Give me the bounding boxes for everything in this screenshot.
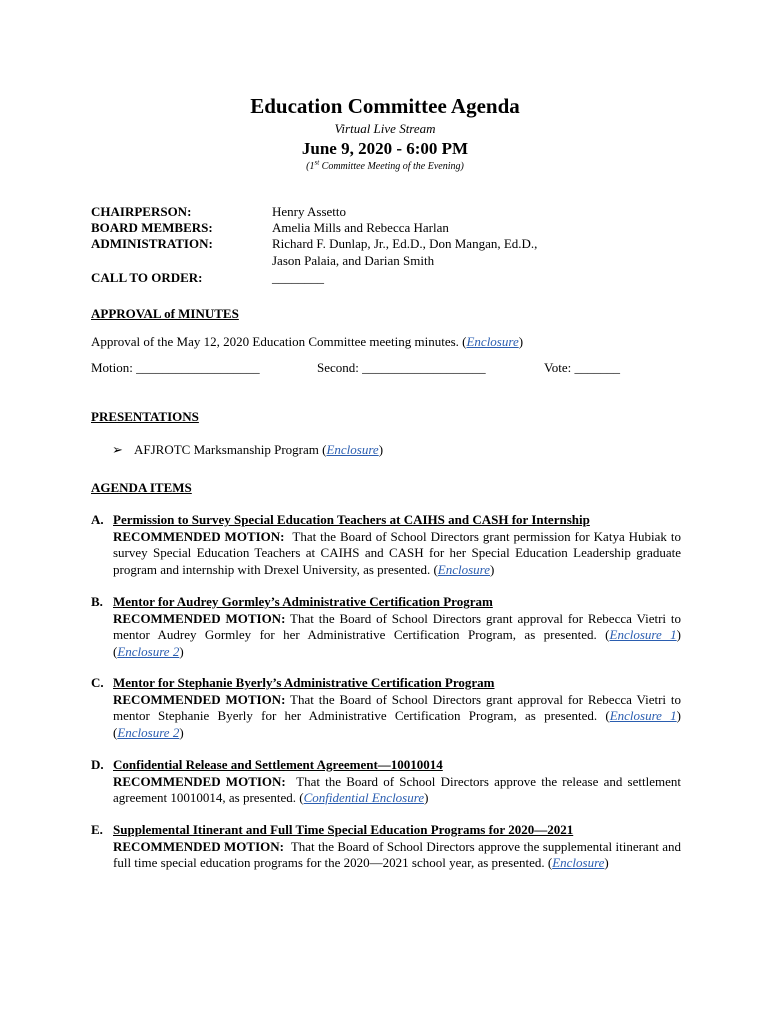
vote-field: Vote: _______ <box>544 360 620 375</box>
page-subtitle: Virtual Live Stream <box>334 121 436 136</box>
item-b-enclosure-1-link[interactable]: Enclosure 1 <box>609 627 677 642</box>
item-motion: RECOMMENDED MOTION: That the Board of School Directors grant approval for Rebecca Vietri to mentor Stephanie Byerly for her Administrative Certification Program, as presented. (Enclosure 1) (Enclosure 2) <box>113 691 682 740</box>
board-members-label: BOARD MEMBERS: <box>91 220 213 235</box>
item-motion: RECOMMENDED MOTION: That the Board of School Directors approve the supplemental itinerant and full time special education programs for the 2020—2021 school year, as presented. (Enclosure) <box>113 838 682 870</box>
item-title: Permission to Survey Special Education Teachers at CAIHS and CASH for Internship <box>113 512 590 527</box>
presentation-enclosure-link[interactable]: Enclosure <box>326 442 379 457</box>
agenda-item-b <box>91 594 681 660</box>
second-field: Second: ___________________ <box>317 360 486 375</box>
item-b-enclosure-2-link[interactable]: Enclosure 2 <box>117 643 180 659</box>
presentations-heading: PRESENTATIONS <box>91 409 199 424</box>
item-letter: E. <box>91 822 103 837</box>
call-to-order-value: ________ <box>272 270 324 285</box>
minutes-text: Approval of the May 12, 2020 Education Committee meeting minutes. (Enclosure) <box>91 334 524 349</box>
item-motion: RECOMMENDED MOTION: That the Board of School Directors grant approval for Rebecca Vietri to mentor Audrey Gormley for her Administrative Certification Program, as presented. (Enclosure 1) (Enclosure 2) <box>113 610 682 659</box>
administration-label: ADMINISTRATION: <box>91 236 213 251</box>
administration-value-line1: Richard F. Dunlap, Jr., Ed.D., Don Mangan, Ed.D., <box>272 236 538 251</box>
agenda-item-e <box>91 822 681 872</box>
meeting-date: June 9, 2020 - 6:00 PM <box>301 139 469 158</box>
item-letter: A. <box>91 512 104 527</box>
minutes-heading: APPROVAL of MINUTES <box>91 306 239 321</box>
motion-field: Motion: ___________________ <box>91 360 260 375</box>
item-motion: RECOMMENDED MOTION: That the Board of School Directors grant permission for Katya Hubiak to survey Special Education Teachers at CAIHS and CASH for her Special Education Leadership graduate program and internship with Drexel University, as presented. (Enclosure) <box>113 528 681 577</box>
chairperson-label: CHAIRPERSON: <box>91 204 192 219</box>
agenda-item-c <box>91 675 681 741</box>
item-c-enclosure-1-link[interactable]: Enclosure 1 <box>609 708 677 723</box>
administration-value-line2: Jason Palaia, and Darian Smith <box>272 253 435 268</box>
item-e-enclosure-link[interactable]: Enclosure <box>552 855 605 870</box>
call-to-order-label: CALL TO ORDER: <box>91 270 203 285</box>
item-letter: B. <box>91 594 103 609</box>
item-title: Supplemental Itinerant and Full Time Special Education Programs for 2020—2021 <box>113 822 574 837</box>
item-c-enclosure-2-link[interactable]: Enclosure 2 <box>117 724 180 740</box>
item-motion: RECOMMENDED MOTION: That the Board of School Directors approve the release and settlement agreement 10010014, as presented. (Confidential Enclosure) <box>113 773 681 805</box>
item-letter: D. <box>91 757 104 772</box>
item-title: Mentor for Stephanie Byerly’s Administrative Certification Program <box>113 675 495 690</box>
meeting-note: (1st Committee Meeting of the Evening) <box>306 158 464 172</box>
item-title: Confidential Release and Settlement Agreement—10010014 <box>113 757 443 772</box>
board-members-value: Amelia Mills and Rebecca Harlan <box>272 220 449 235</box>
agenda-items-heading: AGENDA ITEMS <box>91 480 192 495</box>
agenda-item-a <box>91 512 681 578</box>
minutes-enclosure-link[interactable]: Enclosure <box>466 334 519 349</box>
agenda-item-d <box>91 757 681 807</box>
arrow-bullet-icon: ➢ <box>112 442 123 457</box>
chairperson-value: Henry Assetto <box>272 204 347 219</box>
page-title: Education Committee Agenda <box>250 94 520 118</box>
item-title: Mentor for Audrey Gormley’s Administrative Certification Program <box>113 594 493 609</box>
item-a-enclosure-link[interactable]: Enclosure <box>437 561 491 577</box>
presentation-item: ➢ AFJROTC Marksmanship Program (Enclosure) <box>112 442 384 457</box>
item-letter: C. <box>91 675 104 690</box>
item-d-confidential-enclosure-link[interactable]: Confidential Enclosure <box>303 790 425 805</box>
